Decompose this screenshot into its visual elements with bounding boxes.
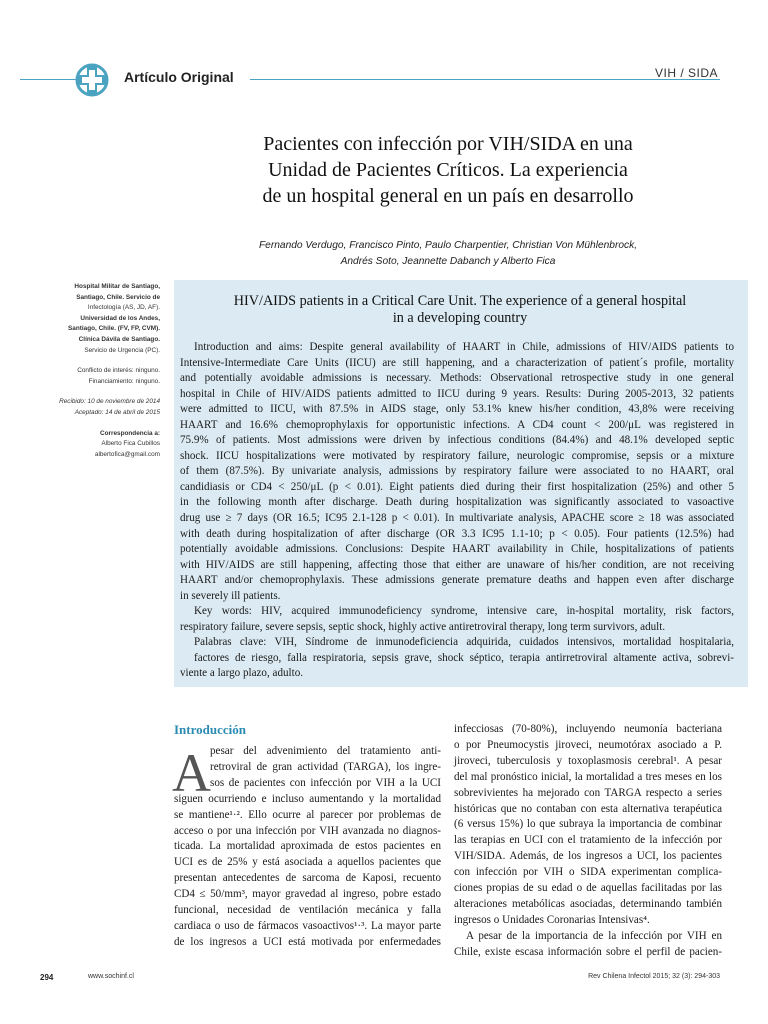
body-line: ingresos o Unidades Coronarias Intensivas⁴. bbox=[454, 913, 650, 926]
abstract-line: with HIV/AIDS are still happening, affecting those that either are unaware of his/her condition, are not receiving bbox=[180, 558, 734, 571]
author-line: Andrés Soto, Jeannette Dabanch y Alberto Fica bbox=[340, 256, 556, 267]
correspondence-email[interactable]: albertofica@gmail.com bbox=[94, 450, 160, 458]
body-line: (6 versus 15%) lo que subraya la importancia de combinar bbox=[454, 818, 722, 831]
body-line: UCI es de 25% y está asociada a aquellos pacientes que bbox=[174, 856, 441, 869]
body-line: de los ingresos a UCI está motivada por enfermedades bbox=[174, 935, 441, 948]
abstract-line: hospital in Chile of HIV/AIDS patients admitted to IICU during 9 years. Results: During 2005-2013, 32 patients bbox=[180, 387, 734, 400]
correspondence-label: Correspondencia a: bbox=[99, 429, 160, 437]
header-rule-left bbox=[20, 79, 80, 80]
dates bbox=[20, 397, 160, 418]
author-list bbox=[200, 238, 696, 270]
body-line: las terapias en UCI con el tratamiento de la infección por bbox=[454, 834, 722, 847]
header-rule-right bbox=[250, 79, 720, 80]
correspondence bbox=[20, 429, 160, 461]
abstract-line: and potentially avoidable admissions is necessary. Methods: Observational retrospective study in one general bbox=[180, 372, 734, 385]
abstract-line: of them (87.5%). By univariate analysis, admissions by respiratory failure were associated to no HAART, oral bbox=[180, 465, 734, 478]
affiliation-line: Servicio de Urgencia (PC). bbox=[84, 346, 160, 354]
abstract-line: 75.9% of patients. Most admissions were driven by infectious conditions (84.4%) and 48.1% developed septic bbox=[180, 434, 734, 447]
abstract-title bbox=[188, 293, 732, 327]
body-line: sos de pacientes con infección por VIH a la UCI bbox=[210, 776, 441, 789]
title-line: Pacientes con infección por VIH/SIDA en una bbox=[263, 133, 633, 155]
page-number: 294 bbox=[40, 973, 54, 982]
abstract-line: Introduction and aims: Despite general availability of HAART in Chile, admissions of HIV/AIDS patients to bbox=[194, 341, 734, 353]
body-line: CD4 ≤ 50/mm³, mayor gravedad al ingreso, pobre estado bbox=[174, 888, 441, 901]
abstract-line: Key words: HIV, acquired immunodeficiency syndrome, intensive care, in-hospital mortality, risk factors, bbox=[194, 605, 734, 618]
section-label: Artículo Original bbox=[124, 69, 234, 85]
body-line: alteraciones metabólicas asociadas, determinando también bbox=[454, 897, 722, 910]
abstract-line: candidiasis or CD4 < 250/μL (p < 0.01). Eight patients died during their first hospitalization (25%) and other 5 bbox=[180, 480, 734, 493]
site-link[interactable]: www.sochinf.cl bbox=[88, 973, 134, 980]
affiliation-line: Clínica Dávila de Santiago. bbox=[78, 335, 160, 343]
abstract-title-line: in a developing country bbox=[392, 310, 528, 326]
body-line: infecciosas (70-80%), incluyendo neumonía bacteriana bbox=[454, 723, 722, 735]
abstract-line: shock. IICU hospitalizations were motivated by respiratory failure, neurologic compromise, sepsis or a mixture bbox=[180, 449, 734, 462]
body-line: ciones propias de su edad o de aquellas facilitadas por las bbox=[454, 882, 722, 895]
title-line: Unidad de Pacientes Críticos. La experiencia bbox=[268, 159, 628, 181]
abstract-line: drug use ≥ 7 days (OR 16.5; IC95 2.1-128 p < 0.01). In multivariate analysis, APACHE score ≥ 18 was associated bbox=[180, 512, 734, 525]
affiliation-line: Santiago, Chile. Servicio de bbox=[76, 293, 160, 301]
affiliation-line: Santiago, Chile. (FV, FP, CVM). bbox=[68, 325, 160, 333]
body-line: con infección por VIH o SIDA experimentan complica- bbox=[454, 866, 722, 879]
abstract-line: viente a largo plazo, adulto. bbox=[180, 667, 304, 680]
received-date: Recibido: 10 de noviembre de 2014 bbox=[59, 398, 160, 406]
author-line: Fernando Verdugo, Francisco Pinto, Paulo Charpentier, Christian Von Mühlenbrock, bbox=[258, 240, 638, 251]
topic-label: VIH / SIDA bbox=[654, 66, 718, 80]
body-line: siguen ocurriendo e incluso aumentando y la mortalidad bbox=[174, 792, 441, 805]
body-line: A pesar de la importancia de la infección por VIH en bbox=[466, 929, 722, 942]
cross-logo-icon bbox=[72, 60, 112, 100]
intro-heading: Introducción bbox=[174, 722, 246, 737]
funding-statement: Financiamiento: ninguno. bbox=[88, 377, 160, 385]
abstract-line: respiratory failure, severe sepsis, septic shock, highly active antiretroviral therapy, long term survivors, adult. bbox=[180, 620, 666, 633]
abstract-line: with death during hospitalization of after discharge (OR 3.3 IC95 1.1-10; p < 0.05). Four patients (12.5%) had bbox=[180, 527, 734, 540]
accepted-date: Aceptado: 14 de abril de 2015 bbox=[74, 408, 160, 416]
intro-column-left bbox=[174, 744, 441, 951]
intro-column-right bbox=[454, 722, 722, 961]
affiliations bbox=[20, 282, 160, 356]
body-line: funcional, necesidad de ventilación mecánica y falla bbox=[174, 904, 441, 917]
abstract-body bbox=[180, 340, 734, 682]
abstract-line: potentially avoidable admissions. Conclusions: Despite HAART availability in Chile, hospitalizations of patients bbox=[180, 543, 734, 556]
disclosures bbox=[20, 366, 160, 387]
body-line: retroviral de gran actividad (TARGA), los ingre- bbox=[210, 760, 441, 773]
body-line: Chile, existe escasa información sobre el perfil de pacien- bbox=[454, 945, 722, 958]
drop-cap: A bbox=[172, 743, 211, 803]
body-line: del mal pronóstico inicial, la mortalidad a tres meses en los bbox=[454, 770, 722, 783]
correspondence-name: Alberto Fica Cubillos bbox=[101, 440, 160, 448]
body-line: pesar del advenimiento del tratamiento anti- bbox=[210, 745, 441, 757]
abstract-line: in severely ill patients. bbox=[180, 589, 281, 602]
body-line: acceso o por una infección por VIH avanzada no diagnos- bbox=[174, 824, 441, 837]
body-line: presentan antecedentes de sarcoma de Kaposi, recuento bbox=[174, 872, 441, 885]
abstract-line: in the following month after discharge. Death during hospitalization was significantly associated to vasoactive bbox=[180, 496, 734, 509]
abstract-line: HAART and 16.6% chemoprophylaxis for opportunistic infections. A CD4 count < 200/μL was registered in bbox=[180, 418, 734, 431]
article-title bbox=[200, 131, 696, 209]
abstract-line: factores de riesgo, falla respiratoria, sepsis grave, shock séptico, terapia antirretroviral altamente activa, sobrevi- bbox=[194, 651, 734, 664]
body-line: VIH/SIDA. Además, de los ingresos a UCI, los pacientes bbox=[454, 850, 722, 863]
conflict-statement: Conflicto de interés: ninguno. bbox=[77, 367, 160, 375]
affiliation-line: Hospital Militar de Santiago, bbox=[74, 283, 160, 290]
affiliation-line: Universidad de los Andes, bbox=[80, 314, 160, 322]
body-line: o por Pneumocystis jiroveci, neumotórax asociado a P. bbox=[454, 738, 722, 751]
body-line: históricas que no contaban con esta alternativa terapéutica bbox=[454, 802, 722, 815]
body-line: ticada. La mortalidad aproximada de estos pacientes en bbox=[174, 840, 441, 853]
body-line: jiroveci, tuberculosis y toxoplasmosis cerebral¹. A pesar bbox=[454, 754, 722, 767]
abstract-line: were admitted to IICU, with 87.5% in AIDS stage, only 53.1% knew his/her condition, 43,8% were receiving bbox=[180, 403, 734, 416]
title-line: de un hospital general en un país en desarrollo bbox=[262, 185, 634, 207]
journal-citation: Rev Chilena Infectol 2015; 32 (3): 294-303 bbox=[588, 973, 720, 980]
abstract-line: Intensive-Intermediate Care Units (IICU) are still happening, and a characterization of patient´s profile, mortality bbox=[180, 356, 734, 369]
abstract-line: Palabras clave: VIH, Síndrome de inmunodeficiencia adquirida, cuidados intensivos, mortalidad hospitalaria, bbox=[194, 636, 734, 649]
body-line: se mantiene¹·². Ello ocurre al parecer por problemas de bbox=[174, 808, 441, 821]
abstract-title-line: HIV/AIDS patients in a Critical Care Unit. The experience of a general hospital bbox=[233, 293, 687, 309]
body-line: sobrevivientes ha mejorado con TARGA respecto a series bbox=[454, 786, 722, 799]
abstract-line: HAART and/or chemoprophylaxis. These admissions generate premature deaths and happen even after discharge bbox=[180, 574, 734, 587]
sidebar-info bbox=[20, 282, 160, 470]
affiliation-line: Infectología (AS, JD, AF). bbox=[87, 304, 160, 312]
body-line: cardiaca o uso de fármacos vasoactivos¹·³. La mayor parte bbox=[174, 919, 441, 932]
